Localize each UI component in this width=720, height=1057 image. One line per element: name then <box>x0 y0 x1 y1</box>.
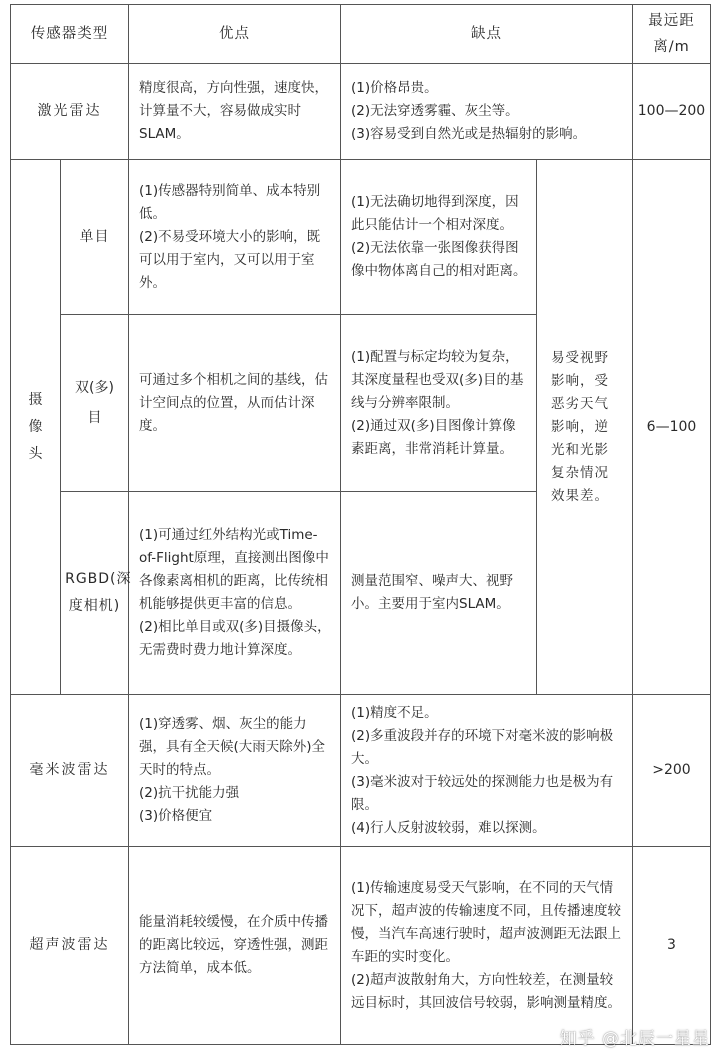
camera-mono-cons-text: (1)无法确切地得到深度，因此只能估计一个相对深度。 (2)无法依靠一张图像获得图像中物体离自己的相对距离。 <box>351 194 527 279</box>
lidar-type: 激光雷达 <box>11 64 129 160</box>
mmwave-pros <box>129 695 341 847</box>
header-row <box>11 5 711 64</box>
camera-stereo-pros <box>129 315 341 492</box>
mmwave-range: >200 <box>633 695 711 847</box>
header-range <box>633 5 711 64</box>
ultrasonic-cons <box>341 847 633 1045</box>
lidar-range: 100—200 <box>633 64 711 160</box>
ultrasonic-pros-text: 能量消耗较缓慢，在介质中传播的距离比较远，穿透性强，测距方法简单，成本低。 <box>139 914 328 976</box>
camera-mono-type: 单目 <box>61 160 129 315</box>
mmwave-cons <box>341 695 633 847</box>
lidar-cons <box>341 64 633 160</box>
ultrasonic-cons-text: (1)传输速度易受天气影响，在不同的天气情况下，超声波的传输速度不同，且传播速度较慢，当汽车高速行驶时，超声波测距无法跟上车距的实时变化。 (2)超声波散射角大，方向性较差，在测量较远目标时，其回波信号较弱，影响测量精度。 <box>351 879 621 1011</box>
lidar-cons-text: (1)价格昂贵。 (2)无法穿透雾霾、灰尘等。 (3)容易受到自然光或是热辐射的影响。 <box>351 80 587 142</box>
camera-mono-cons <box>341 160 537 315</box>
header-pros: 优点 <box>129 5 341 64</box>
camera-rgbd-type-text: RGBD(深度相机) <box>65 571 132 614</box>
lidar-pros-text: 精度很高，方向性强，速度快，计算量不大，容易做成实时SLAM。 <box>139 80 328 142</box>
camera-range: 6—100 <box>633 160 711 695</box>
lidar-pros <box>129 64 341 160</box>
camera-stereo-pros-text: 可通过多个相机之间的基线，估计空间点的位置，从而估计深度。 <box>139 371 328 434</box>
camera-shared-cons-text: 易受视野影响，受恶劣天气影响，逆光和光影复杂情况效果差。 <box>551 349 609 504</box>
camera-mono-pros <box>129 160 341 315</box>
ultrasonic-range: 3 <box>633 847 711 1045</box>
camera-stereo-cons <box>341 315 537 492</box>
table-row-mmwave <box>11 695 711 847</box>
ultrasonic-type: 超声波雷达 <box>11 847 129 1045</box>
camera-rgbd-cons <box>341 492 537 695</box>
camera-shared-cons <box>537 160 633 695</box>
table-row-ultrasonic <box>11 847 711 1045</box>
camera-type-text: 摄像头 <box>28 391 43 462</box>
watermark: 知乎 @北辰一星星 <box>559 1029 710 1049</box>
camera-rgbd-pros-text: (1)可通过红外结构光或Time-of-Flight原理，直接测出图像中各像素离相机的距离，比传统相机能够提供更丰富的信息。 (2)相比单目或双(多)目摄像头，无需费时费力地计算深度。 <box>139 527 331 658</box>
camera-stereo-type <box>61 315 129 492</box>
header-type: 传感器类型 <box>11 5 129 64</box>
sensor-comparison-table <box>10 4 711 1045</box>
table-row-lidar <box>11 64 711 160</box>
camera-stereo-type-text: 双(多)目 <box>75 380 114 426</box>
camera-rgbd-cons-text: 测量范围窄、噪声大、视野小。主要用于室内SLAM。 <box>351 573 513 612</box>
mmwave-cons-text: (1)精度不足。 (2)多重波段并存的环境下对毫米波的影响极大。 (3)毫米波对于较远处的探测能力也是极为有限。 (4)行人反射波较弱，难以探测。 <box>351 704 614 836</box>
mmwave-pros-text: (1)穿透雾、烟、灰尘的能力强，具有全天候(大雨天除外)全天时的特点。 (2)抗干扰能力强 (3)价格便宜 <box>139 716 326 824</box>
camera-type <box>11 160 61 695</box>
table-row-camera-mono <box>11 160 711 315</box>
camera-stereo-cons-text: (1)配置与标定均较为复杂，其深度量程也受双(多)目的基线与分辨率限制。 (2)通过双(多)目图像计算像素距离，非常消耗计算量。 <box>351 348 524 457</box>
header-cons: 缺点 <box>341 5 633 64</box>
mmwave-type: 毫米波雷达 <box>11 695 129 847</box>
camera-rgbd-pros <box>129 492 341 695</box>
camera-mono-pros-text: (1)传感器特别简单、成本特别低。 (2)不易受环境大小的影响，既可以用于室内，又可以用于室外。 <box>139 182 321 291</box>
camera-rgbd-type <box>61 492 132 695</box>
header-range-text: 最远距离/m <box>648 13 695 55</box>
ultrasonic-pros <box>129 847 341 1045</box>
